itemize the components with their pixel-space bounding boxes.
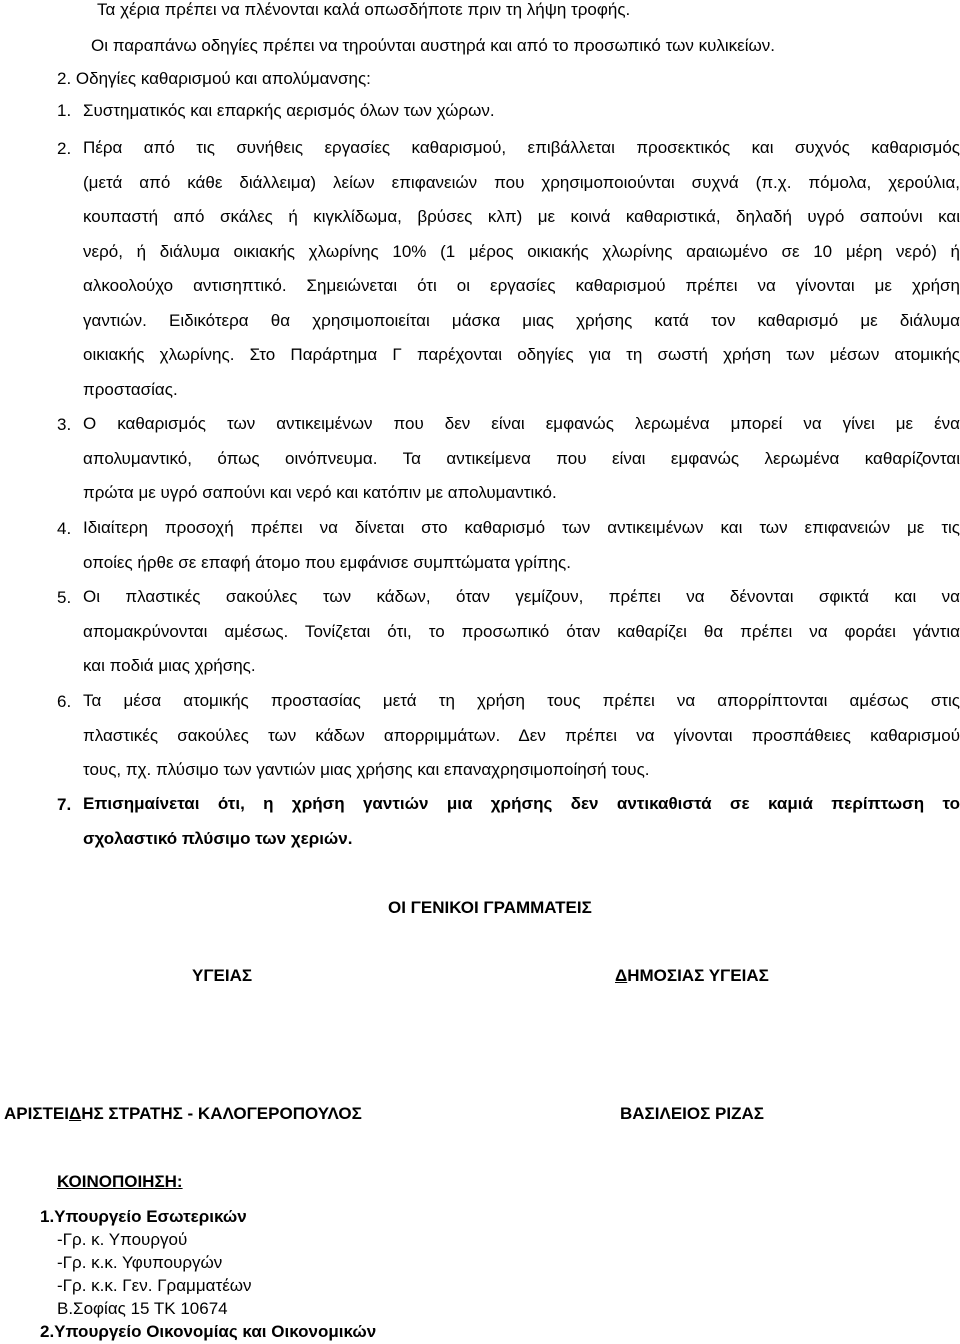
paragraph-line: αλκοολούχο αντισηπτικό. Σημειώνεται ότι οι εργασίες καθαρισμού πρέπει να γίνονται με χρήση: [83, 276, 960, 295]
item-1-text: Συστηματικός και επαρκής αερισμός όλων των χώρων.: [83, 101, 495, 120]
paragraph-line: προστασίας.: [83, 379, 178, 399]
intro-line-1: Τα χέρια πρέπει να πλένονται καλά οπωσδήποτε πριν τη λήψη τροφής.: [97, 0, 631, 19]
section-heading: 2. Οδηγίες καθαρισμού και απολύμανσης:: [57, 69, 371, 88]
item-number: 5.: [57, 588, 72, 607]
paragraph-line: απολυμαντικό, όπως οινόπνευμα. Τα αντικείμενα που είναι εμφανώς λερωμένα καθαρίζονται: [83, 448, 960, 468]
item-3-paragraph: [83, 412, 960, 516]
item-number: 2.: [57, 139, 72, 158]
right-role-underlined-letter: Δ: [615, 966, 628, 985]
item-number: 7.: [57, 795, 72, 814]
paragraph-line: γαντιών. Ειδικότερα θα χρησιμοποιείται μάσκα μιας χρήσης κατά τον καθαρισμό με διάλυμα: [83, 310, 960, 330]
paragraph-line: Ιδιαίτερη προσοχή πρέπει να δίνεται στο καθαρισμό των αντικειμένων και των επιφανειών με τις: [83, 518, 960, 537]
paragraph-line: οποίες ήρθε σε επαφή άτομο που εμφάνισε συμπτώματα γρίπης.: [83, 552, 571, 572]
distribution-org-2: 2.Υπουργείο Οικονομίας και Οικονομικών: [40, 1322, 377, 1341]
right-role: [615, 966, 769, 986]
left-name: [4, 1104, 362, 1124]
distribution-heading: ΚΟΙΝΟΠΟΙΗΣΗ:: [57, 1172, 183, 1191]
paragraph-line: οικιακής χλωρίνης. Στο Παράρτημα Γ παρέχονται οδηγίες για τη σωστή χρήση των μέσων ατομικής: [83, 345, 960, 364]
paragraph-line: Οι πλαστικές σακούλες των κάδων, όταν γεμίζουν, πρέπει να δένονται σφικτά και να: [83, 587, 960, 606]
left-name-part-a: ΑΡΙΣΤΕΙ: [4, 1104, 69, 1123]
paragraph-line: σχολαστικό πλύσιμο των χεριών.: [83, 828, 353, 848]
paragraph-line: πλαστικές σακούλες των κάδων απορριμμάτων. Δεν πρέπει να γίνονται προσπάθειες καθαρισμού: [83, 725, 960, 745]
item-number: 3.: [57, 415, 72, 434]
signatures-title: ΟΙ ΓΕΝΙΚΟΙ ΓΡΑΜΜΑΤΕΙΣ: [388, 898, 592, 917]
right-name: ΒΑΣΙΛΕΙΟΣ ΡΙΖΑΣ: [620, 1104, 764, 1123]
item-4-paragraph: [83, 516, 960, 585]
paragraph-line: κουπαστή από σκάλες ή κιγκλίδωμα, βρύσες κλπ) με κοινά καθαριστικά, δηλαδή υγρό σαπούνι και: [83, 207, 960, 226]
item-number: 6.: [57, 692, 72, 711]
item-7-paragraph: [83, 792, 960, 861]
distribution-line: Β.Σοφίας 15 ΤΚ 10674: [57, 1299, 228, 1318]
distribution-org-1: 1.Υπουργείο Εσωτερικών: [40, 1207, 247, 1226]
item-6-paragraph: [83, 689, 960, 793]
left-name-part-b: ΗΣ ΣΤΡΑΤΗΣ - ΚΑΛΟΓΕΡΟΠΟΥΛΟΣ: [81, 1104, 362, 1123]
paragraph-line: πρώτα με υγρό σαπούνι και νερό και κατόπιν με απολυμαντικό.: [83, 483, 557, 502]
paragraph-line: (μετά από κάθε διάλλειμα) λείων επιφανειών που χρησιμοποιούνται συχνά (π.χ. πόμολα, χερούλια,: [83, 172, 960, 192]
item-2-paragraph: [83, 136, 960, 412]
left-name-underlined-letter: Δ: [69, 1104, 82, 1123]
paragraph-line: Πέρα από τις συνήθεις εργασίες καθαρισμού, επιβάλλεται προσεκτικός και συχνός καθαρισμός: [83, 138, 960, 157]
item-5-paragraph: [83, 585, 960, 689]
paragraph-line: Επισημαίνεται ότι, η χρήση γαντιών μια χρήσης δεν αντικαθιστά σε καμιά περίπτωση το: [83, 794, 960, 813]
paragraph-line: τους, πχ. πλύσιμο των γαντιών μιας χρήσης και επαναχρησιμοποίησή τους.: [83, 760, 650, 779]
paragraph-line: απομακρύνονται αμέσως. Τονίζεται ότι, το προσωπικό όταν καθαρίζει θα πρέπει να φοράει γάντια: [83, 621, 960, 641]
paragraph-line: και ποδιά μιας χρήσης.: [83, 656, 256, 675]
item-number: 1.: [57, 101, 72, 120]
intro-line-2: Οι παραπάνω οδηγίες πρέπει να τηρούνται αυστηρά και από το προσωπικό των κυλικείων.: [91, 36, 775, 55]
distribution-line: -Γρ. κ.κ. Υφυπουργών: [57, 1253, 223, 1272]
item-number: 4.: [57, 519, 72, 538]
right-role-rest: ΗΜΟΣΙΑΣ ΥΓΕΙΑΣ: [627, 966, 769, 985]
left-role: ΥΓΕΙΑΣ: [192, 966, 253, 985]
paragraph-line: Ο καθαρισμός των αντικειμένων που δεν είναι εμφανώς λερωμένα μπορεί να γίνει με ένα: [83, 414, 960, 433]
paragraph-line: νερό, ή διάλυμα οικιακής χλωρίνης 10% (1 μέρος οικιακής χλωρίνης αραιωμένο σε 10 μέρη νερό) ή: [83, 241, 960, 261]
paragraph-line: Τα μέσα ατομικής προστασίας μετά τη χρήση τους πρέπει να απορρίπτονται αμέσως στις: [83, 691, 960, 710]
distribution-line: -Γρ. κ.κ. Γεν. Γραμματέων: [57, 1276, 252, 1295]
distribution-line: -Γρ. κ. Υπουργού: [57, 1230, 188, 1249]
